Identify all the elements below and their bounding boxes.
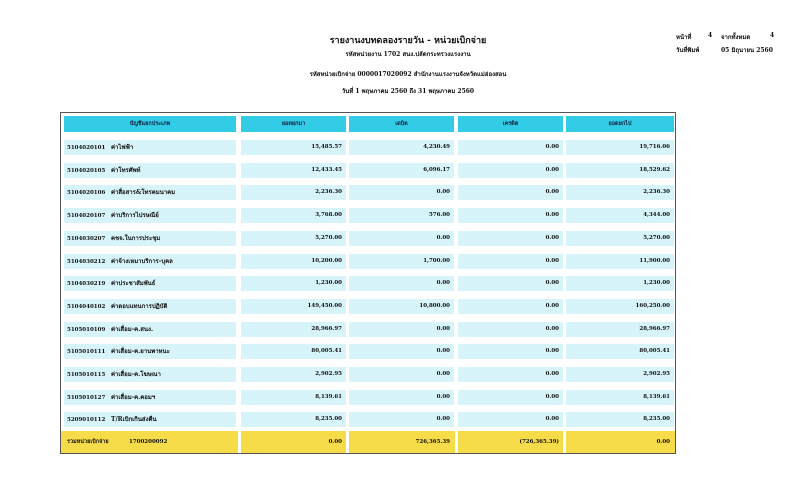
- cell-brought-forward: 2,236.30: [241, 185, 346, 200]
- cell-carried-forward: 11,900.00: [566, 254, 674, 269]
- account-name: ค่าจ้างเหมาบริการ-บุคล: [111, 257, 173, 265]
- cell-debit: 4,230.49: [349, 140, 454, 155]
- cell-brought-forward: 10,200.00: [241, 254, 346, 269]
- cell-carried-forward: 18,529.62: [566, 163, 674, 178]
- total-pages-label: จากทั้งหมด: [721, 34, 751, 41]
- account-code: 5104020106: [67, 190, 106, 197]
- table-row-account: [64, 412, 236, 427]
- cell-carried-forward: 1,230.00: [566, 276, 674, 291]
- account-name: คชจ.ในการประชุม: [111, 234, 161, 242]
- cell-debit: 0.00: [349, 276, 454, 291]
- table-row-account: [64, 390, 236, 405]
- cell-credit: 0.00: [458, 322, 563, 337]
- cell-debit: 0.00: [349, 344, 454, 359]
- cell-brought-forward: 149,450.00: [241, 299, 346, 314]
- account-code: 5104020105: [67, 167, 106, 174]
- account-name: ค่าประชาสัมพันธ์: [111, 280, 156, 288]
- cell-carried-forward: 80,005.41: [566, 344, 674, 359]
- cell-brought-forward: 28,966.97: [241, 322, 346, 337]
- cell-credit: 0.00: [458, 412, 563, 427]
- report-agency-line: รหัสหน่วยเบิกจ่าย 0000017020092 สำนักงานแรงงานจังหวัดแม่ฮ่องสอน: [309, 71, 507, 78]
- cell-carried-forward: 8,235.00: [566, 412, 674, 427]
- cell-debit: 10,800.00: [349, 299, 454, 314]
- cell-brought-forward: 12,433.45: [241, 163, 346, 178]
- account-code: 5104040102: [67, 303, 106, 310]
- cell-brought-forward: 1,230.00: [241, 276, 346, 291]
- table-row-account: [64, 254, 236, 269]
- table-row-account: [64, 231, 236, 246]
- account-code: 5104030207: [67, 235, 106, 242]
- account-code: 5105010115: [67, 372, 106, 378]
- cell-carried-forward: 28,966.97: [566, 322, 674, 337]
- column-header-credit: เครดิต: [458, 116, 563, 132]
- account-code: 5105010111: [67, 349, 106, 356]
- cell-debit: 0.00: [349, 185, 454, 200]
- total-carried-forward: 0.00: [656, 439, 670, 445]
- table-row-account: [64, 344, 236, 359]
- table-row-account: [64, 367, 236, 382]
- column-header-debit: เดบิต: [349, 116, 454, 132]
- account-name: ค่าเสื่อม-ค.โฆษณา: [111, 371, 161, 378]
- column-header-carried-forward: ยอดยกไป: [566, 116, 674, 132]
- total-row: [61, 431, 675, 453]
- cell-credit: 0.00: [458, 185, 563, 200]
- print-date-label: วันที่พิมพ์: [676, 47, 700, 54]
- page-meta: [0, 0, 800, 60]
- cell-credit: 0.00: [458, 208, 563, 223]
- total-unit-code: 1700200092: [129, 439, 168, 445]
- cell-brought-forward: 5,270.00: [241, 231, 346, 246]
- cell-credit: 0.00: [458, 367, 563, 382]
- account-name: ค่าเสื่อม-ค.คอมฯ: [111, 393, 156, 401]
- table-row-account: [64, 185, 236, 200]
- cell-credit: 0.00: [458, 299, 563, 314]
- cell-credit: 0.00: [458, 163, 563, 178]
- cell-debit: 0.00: [349, 412, 454, 427]
- cell-credit: 0.00: [458, 390, 563, 405]
- account-code: 5105010109: [67, 326, 106, 333]
- cell-carried-forward: 160,250.00: [566, 299, 674, 314]
- table-row-account: [64, 322, 236, 337]
- column-header-account: บัญชีแยกประเภท: [64, 116, 236, 132]
- table-row-account: [64, 208, 236, 223]
- cell-carried-forward: 5,270.00: [566, 231, 674, 246]
- account-code: 5104030219: [67, 281, 106, 288]
- report-unit-line: รหัสหน่วยงาน 1702 สนง.ปลัดกระทรวงแรงงาน: [345, 51, 471, 58]
- cell-carried-forward: 2,902.95: [566, 367, 674, 382]
- total-pages: 4: [770, 32, 775, 39]
- print-date: 05 มิถุนายน 2560: [721, 47, 773, 54]
- cell-debit: 0.00: [349, 231, 454, 246]
- table-row-account: [64, 299, 236, 314]
- cell-carried-forward: 4,344.00: [566, 208, 674, 223]
- cell-carried-forward: 2,236.30: [566, 185, 674, 200]
- cell-carried-forward: 19,716.06: [566, 140, 674, 155]
- account-name: ค่าเสื่อม-ค.ยานพาหนะ: [111, 348, 170, 356]
- cell-brought-forward: 15,485.57: [241, 140, 346, 155]
- cell-carried-forward: 8,139.61: [566, 390, 674, 405]
- total-label: รวมหน่วยเบิกจ่าย: [67, 439, 109, 445]
- account-name: ค่าตอบแทนการปฏิบัติ: [111, 302, 168, 310]
- table-row-account: [64, 276, 236, 291]
- total-credit: (726,365.39): [519, 439, 559, 445]
- cell-credit: 0.00: [458, 344, 563, 359]
- total-brought-forward: 0.00: [328, 439, 342, 445]
- cell-debit: 576.00: [349, 208, 454, 223]
- account-code: 5104030212: [67, 258, 106, 265]
- account-code: 5104020101: [67, 145, 106, 151]
- table-row-account: [64, 140, 236, 155]
- account-name: ค่าเสื่อม-ค.สนง.: [111, 325, 154, 333]
- cell-debit: 6,096.17: [349, 163, 454, 178]
- account-code: 5105010127: [67, 394, 106, 401]
- total-debit: 726,365.39: [415, 439, 450, 445]
- report-title: รายงานงบทดลองรายวัน - หน่วยเบิกจ่าย: [329, 36, 487, 46]
- account-name: ค่าสื่อสาร&โทรคมนาคม: [111, 189, 176, 197]
- page-number: 4: [708, 32, 713, 39]
- cell-brought-forward: 2,902.95: [241, 367, 346, 382]
- page-label: หน้าที่: [676, 34, 692, 41]
- trial-balance-table: [60, 112, 676, 454]
- table-row-account: [64, 163, 236, 178]
- cell-debit: 0.00: [349, 322, 454, 337]
- cell-brought-forward: 8,235.00: [241, 412, 346, 427]
- cell-debit: 0.00: [349, 367, 454, 382]
- cell-brought-forward: 3,768.00: [241, 208, 346, 223]
- cell-credit: 0.00: [458, 276, 563, 291]
- account-code: 5209010112: [67, 417, 106, 424]
- cell-brought-forward: 8,139.61: [241, 390, 346, 405]
- column-header-brought-forward: ยอดยกมา: [241, 116, 346, 132]
- cell-debit: 0.00: [349, 390, 454, 405]
- cell-credit: 0.00: [458, 231, 563, 246]
- report-period-line: วันที่ 1 พฤษภาคม 2560 ถึง 31 พฤษภาคม 2560: [341, 88, 475, 95]
- cell-credit: 0.00: [458, 254, 563, 269]
- account-name: ค่าไฟฟ้า: [111, 144, 134, 151]
- account-name: T/Rเบิกเกินส่งคืน: [111, 416, 157, 424]
- account-name: ค่าบริการไปรษณีย์: [111, 212, 159, 220]
- account-code: 5104020107: [67, 213, 106, 220]
- account-name: ค่าโทรศัพท์: [111, 166, 141, 174]
- cell-brought-forward: 80,005.41: [241, 344, 346, 359]
- cell-credit: 0.00: [458, 140, 563, 155]
- cell-debit: 1,700.00: [349, 254, 454, 269]
